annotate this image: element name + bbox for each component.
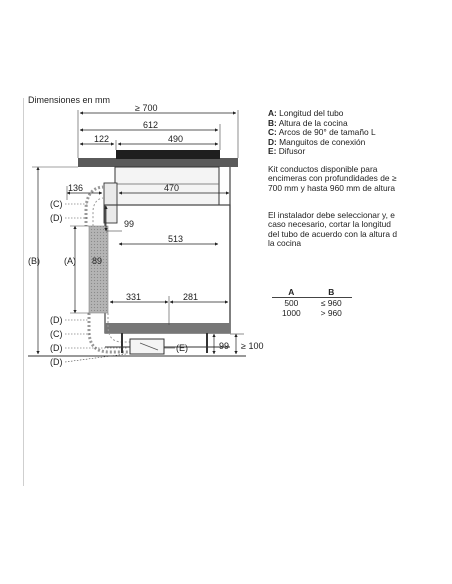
dim-700-label: ≥ 700 [135, 103, 158, 113]
dim-99-top-label: 99 [124, 219, 135, 229]
tag-D-mid1: (D) [50, 315, 63, 325]
cabinet-base [105, 323, 230, 333]
legend-item-e: E: Difusor [268, 146, 306, 157]
legend-item-c: C: Arcos de 90° de tamaño L [268, 127, 376, 138]
leader-D-bottom [65, 354, 126, 362]
countertop [78, 158, 238, 167]
table-row: 1000 > 960 [282, 308, 342, 318]
dim-513-label: 513 [168, 234, 184, 244]
tag-B: (B) [28, 256, 40, 266]
table-header-b: B [311, 287, 352, 298]
tag-D-bottom: (D) [50, 357, 63, 367]
installer-note: El instalador debe seleccionar y, e caso necesario, cortar la longitud del tubo de acuerdo con la altura d la cocina [268, 211, 397, 249]
dim-612-label: 612 [143, 120, 159, 130]
dim-136-label: 136 [68, 183, 84, 193]
dim-99-bottom-label: 99 [219, 341, 230, 351]
table-row: 500 ≤ 960 [284, 298, 342, 308]
cooktop [116, 150, 220, 159]
dim-470-label: 470 [164, 183, 180, 193]
table-header-a: A [272, 287, 311, 298]
tag-D-mid2: (D) [50, 343, 63, 353]
dim-490-label: 490 [168, 134, 184, 144]
page-title: Dimensiones en mm [28, 95, 111, 105]
duct-pipe [89, 226, 108, 313]
legend-item-b: B: Altura de la cocina [268, 117, 348, 128]
length-table [272, 287, 352, 318]
dim-122-label: 122 [94, 134, 110, 144]
dim-331-label: 331 [126, 292, 142, 302]
tag-D-top: (D) [50, 213, 63, 223]
tag-C-mid: (C) [50, 329, 63, 339]
diffuser [130, 339, 164, 354]
dim-89-label: 89 [92, 256, 103, 266]
duct-curve-top-inner [93, 198, 104, 226]
dim-281-label: 281 [183, 292, 199, 302]
legend-item-a: A: Longitud del tubo [268, 108, 344, 118]
tag-A: (A) [64, 256, 76, 266]
legend [268, 109, 376, 157]
kit-note: Kit conductos disponible para encimeras con profundidades de ≥ 700 mm y hasta 960 mm de altura [268, 165, 397, 193]
tag-C-top: (C) [50, 199, 63, 209]
dim-100-label: ≥ 100 [241, 341, 264, 351]
legend-item-d: D: Manguitos de conexión [268, 136, 366, 147]
tag-E: (E) [176, 343, 188, 353]
